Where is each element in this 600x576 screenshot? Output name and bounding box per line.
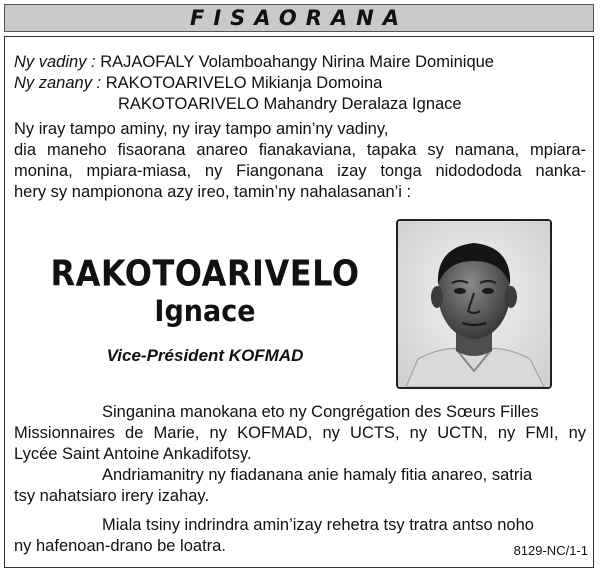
paragraph-line: tsy nahatsiaro irery izahay.: [14, 487, 210, 505]
child-name: RAKOTOARIVELO Mahandry Deralaza Ignace: [118, 95, 462, 113]
paragraph-line: Missionnaires de Marie, ny KOFMAD, ny UCTS, ny UCTN, ny FMI, ny: [14, 424, 586, 442]
children-label: Ny zanany :: [14, 74, 102, 92]
portrait-photo: [396, 219, 552, 389]
paragraph-line: monina, mpiara-miasa, ny Fiangonana izay tonga nidodododa nanka-: [14, 162, 586, 180]
paragraph-line: ny hafenoan-drano be loatra.: [14, 537, 226, 555]
spouse-label: Ny vadiny :: [14, 53, 96, 71]
header-banner: [4, 4, 594, 32]
paragraph-line: Andriamanitry ny fiadanana anie hamaly fitia anareo, satria: [102, 466, 533, 484]
page-title: FISAORANA: [190, 6, 408, 30]
paragraph-line: dia maneho fisaorana anareo fianakaviana, tapaka sy namana, mpiara-: [14, 141, 586, 159]
paragraph-line: Ny iray tampo aminy, ny iray tampo amin’ny vadiny,: [14, 120, 389, 138]
paragraph-line: hery sy nampionona azy ireo, tamin’ny nahalasanan’i :: [14, 183, 412, 201]
children-line: [14, 73, 382, 93]
spouse-name: RAJAOFALY Volamboahangy Nirina Maire Dominique: [100, 53, 494, 71]
child-name: RAKOTOARIVELO Mikianja Domoina: [105, 74, 383, 92]
deceased-first-name: Ignace: [154, 294, 256, 329]
portrait-photo-icon: [398, 221, 550, 387]
paragraph-line: Miala tsiny indrindra amin’izay rehetra tsy tratra antso noho: [102, 516, 534, 534]
deceased-last-name: RAKOTOARIVELO: [50, 251, 360, 295]
spouse-line: [14, 52, 494, 72]
paragraph-line: Lycée Saint Antoine Ankadifotsy.: [14, 445, 252, 463]
reference-code: 8129-NC/1-1: [513, 543, 588, 558]
deceased-role: Vice-Président KOFMAD: [106, 346, 304, 365]
paragraph-line: Singanina manokana eto ny Congrégation des Sœurs Filles: [102, 403, 539, 421]
children-line-2: [118, 94, 462, 114]
